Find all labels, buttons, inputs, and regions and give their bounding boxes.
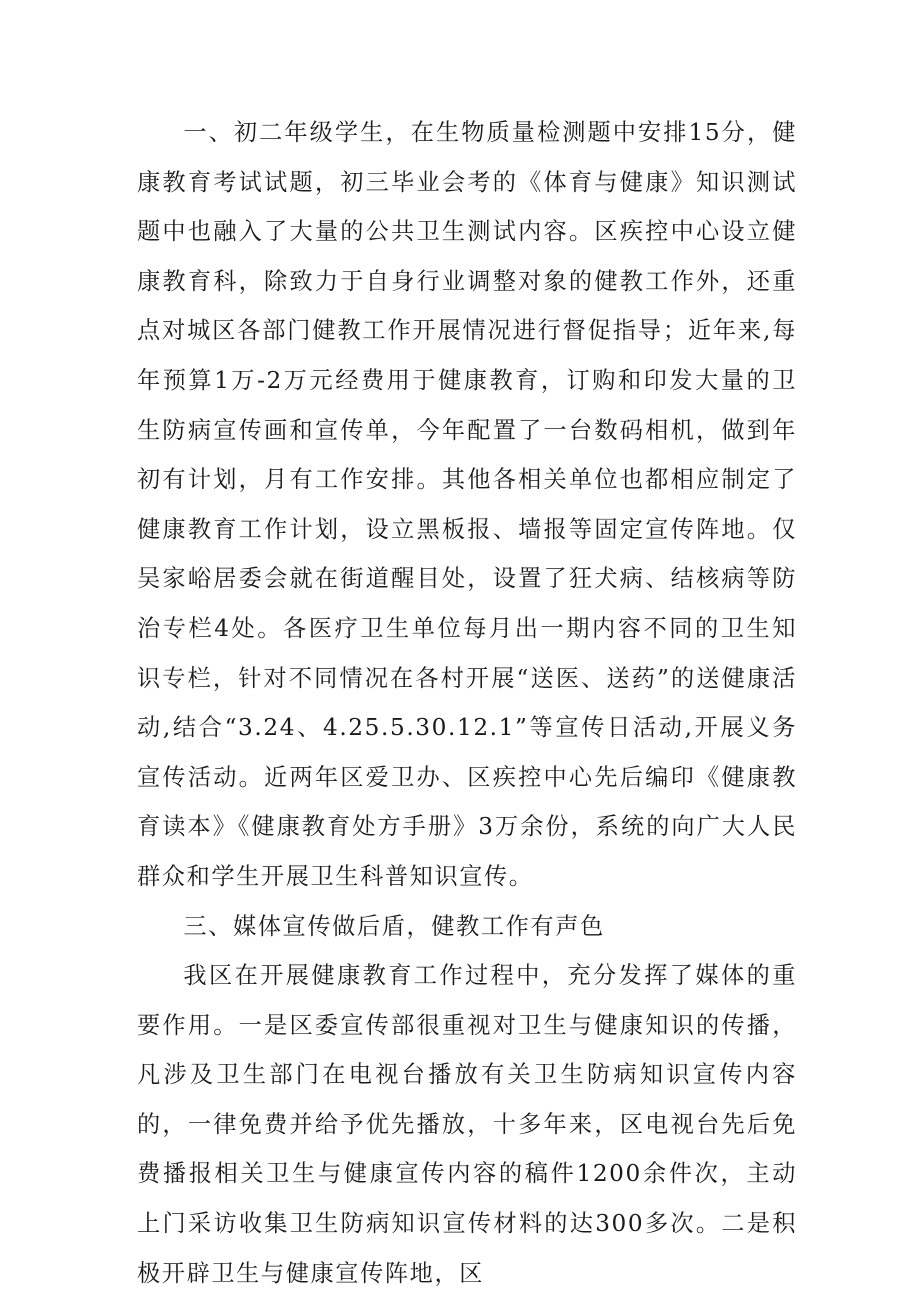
section-heading-media-publicity: 三、媒体宣传做后盾，健教工作有声色 bbox=[183, 912, 605, 940]
document-body bbox=[137, 108, 797, 1298]
paragraph-media-role: 我区在开展健康教育工作过程中，充分发挥了媒体的重要作用。一是区委宣传部很重视对卫生与健康知识的传播，凡涉及卫生部门在电视台播放有关卫生防病知识宣传内容的，一律免费并给予优先播放，十多年来，区电视台先后免费播报相关卫生与健康宣传内容的稿件1200余件次，主动上门采访收集卫生防病知识宣传材料的达300多次。二是积极开辟卫生与健康宣传阵地，区 bbox=[137, 962, 797, 1287]
paragraph-health-education-activities: 一、初二年级学生，在生物质量检测题中安排15分，健康教育考试试题，初三毕业会考的《体育与健康》知识测试题中也融入了大量的公共卫生测试内容。区疾控中心设立健康教育科，除致力于自身行业调整对象的健教工作外，还重点对城区各部门健教工作开展情况进行督促指导；近年来,每年预算1万-2万元经费用于健康教育，订购和印发大量的卫生防病宣传画和宣传单，今年配置了一台数码相机，做到年初有计划，月有工作安排。其他各相关单位也都相应制定了健康教育工作计划，设立黑板报、墙报等固定宣传阵地。仅吴家峪居委会就在街道醒目处，设置了狂犬病、结核病等防治专栏4处。各医疗卫生单位每月出一期内容不同的卫生知识专栏，针对不同情况在各村开展“送医、送药”的送健康活动,结合“3.24、4.25.5.30.12.1”等宣传日活动,开展义务宣传活动。近两年区爱卫办、区疾控中心先后编印《健康教育读本》《健康教育处方手册》3万余份，系统的向广大人民群众和学生开展卫生科普知识宣传。 bbox=[137, 119, 797, 890]
